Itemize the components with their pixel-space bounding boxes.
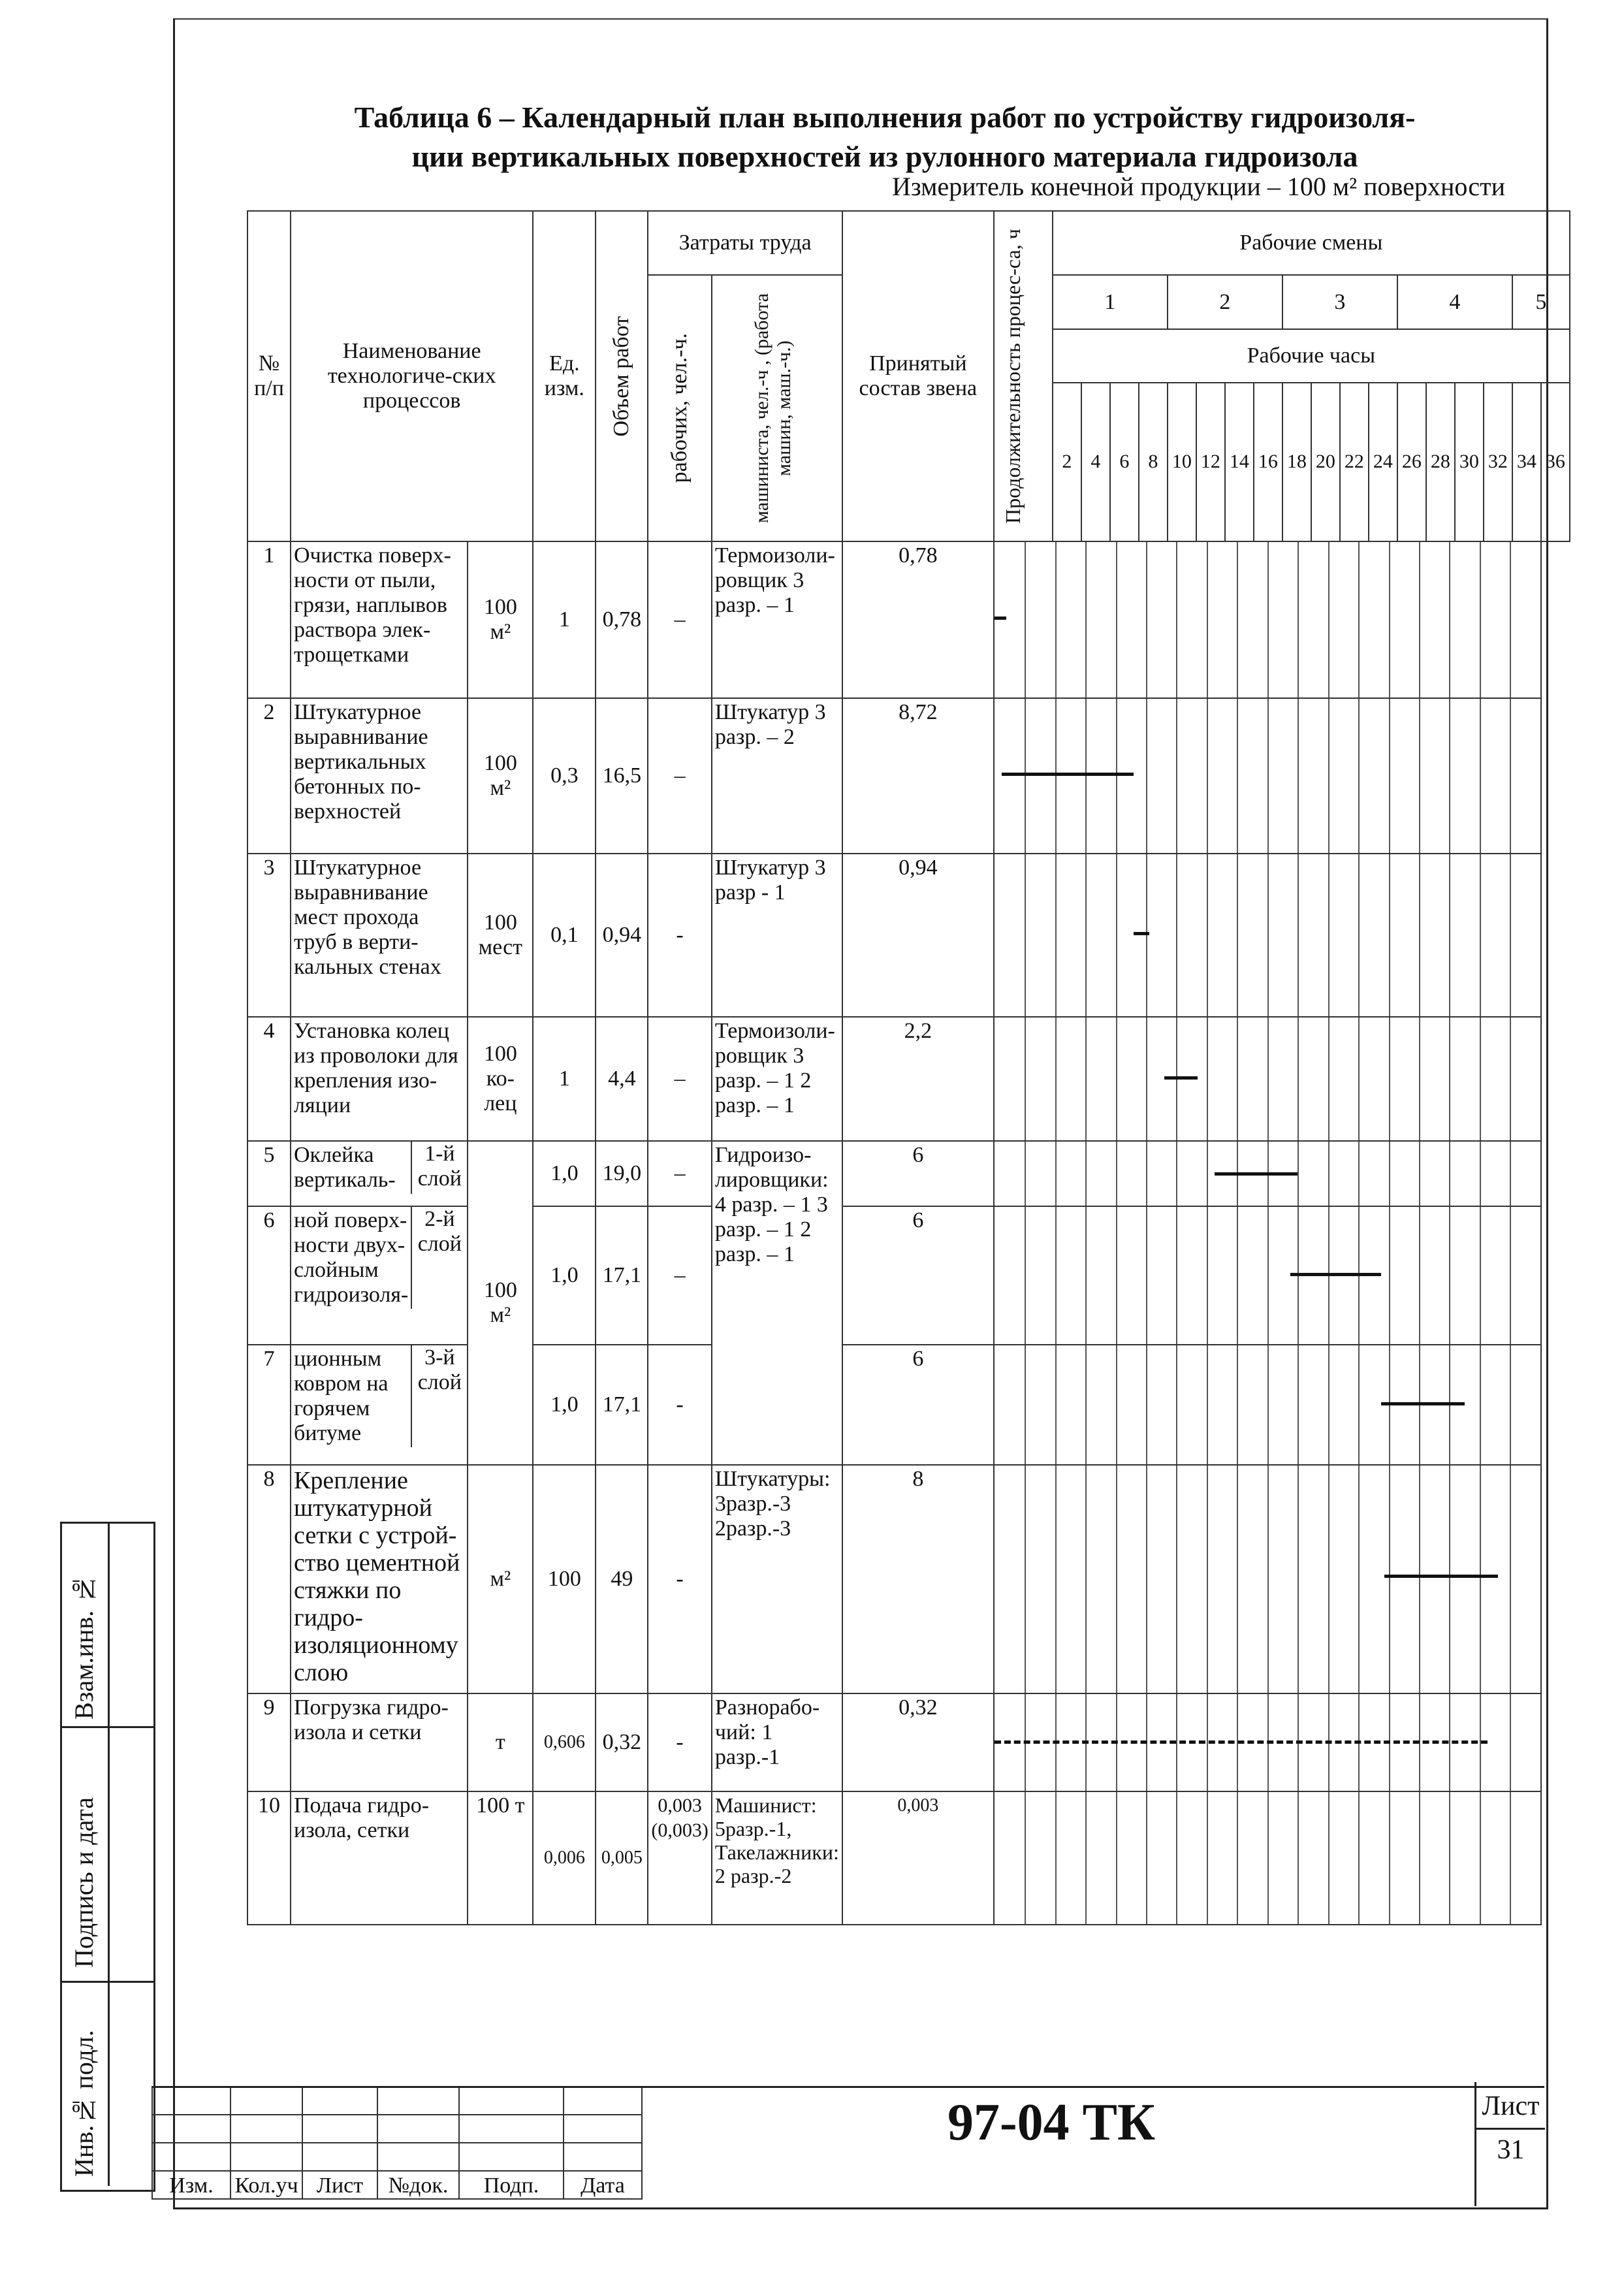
- row-crew: Штукатуры: 3разр.-3 2разр.-3: [712, 1465, 842, 1693]
- row-vol: 1: [533, 541, 596, 698]
- table-row: [247, 698, 1570, 854]
- hour-tick: 32: [1484, 383, 1512, 541]
- hour-tick: 8: [1139, 383, 1168, 541]
- gantt-cell: [994, 1345, 1541, 1465]
- row-vol: 1,0: [533, 1141, 596, 1206]
- row-name: Погрузка гидро-изола и сетки: [291, 1693, 468, 1791]
- row-work: 0,005: [596, 1791, 648, 1925]
- shift-5: 5: [1512, 275, 1570, 329]
- side-stamp: [60, 1522, 155, 2192]
- row-name: Крепление штукатурной сетки с устрой-ство цементной стяжки по гидро-изоляционному слою: [291, 1465, 468, 1693]
- hour-tick: 30: [1455, 383, 1484, 541]
- row-name-text: ной поверх-ности двух-слойным гидроизоля-: [294, 1208, 409, 1307]
- row-num: 2: [247, 698, 291, 854]
- tb-kolych: Кол.уч: [231, 2171, 302, 2199]
- table-row: [247, 1206, 1570, 1345]
- hour-tick: 12: [1196, 383, 1225, 541]
- shift-2: 2: [1168, 275, 1282, 329]
- row-crew: Штукатур 3 разр - 1: [712, 854, 842, 1017]
- hour-tick: 36: [1541, 383, 1570, 541]
- row-mach: –: [648, 1206, 711, 1345]
- row-work: 0,94: [596, 854, 648, 1017]
- row-num: 9: [247, 1693, 291, 1791]
- header-duration-text: Продолжительность процес-са, ч: [1000, 229, 1025, 524]
- row-unit: 100 ко-лец: [468, 1017, 533, 1141]
- row-mach: -: [648, 854, 711, 1017]
- row-mach: –: [648, 1141, 711, 1206]
- row-crew: Разнорабо-чий: 1 разр.-1: [712, 1693, 842, 1791]
- table-row: [247, 1141, 1570, 1206]
- row-vol: 0,1: [533, 854, 596, 1017]
- row-dur: 0,32: [842, 1693, 994, 1791]
- hour-tick: 24: [1369, 383, 1397, 541]
- hour-tick: 4: [1081, 383, 1110, 541]
- gantt-cell: [994, 1465, 1541, 1693]
- row-num: 4: [247, 1017, 291, 1141]
- table-row: [247, 854, 1570, 1017]
- row-work: 17,1: [596, 1206, 648, 1345]
- hour-tick: 16: [1254, 383, 1282, 541]
- table-row: [247, 1465, 1570, 1693]
- row-vol: 1: [533, 1017, 596, 1141]
- gantt-cell: [994, 541, 1541, 698]
- row-num: 7: [247, 1345, 291, 1465]
- hour-tick: 28: [1426, 383, 1455, 541]
- row-unit: 100 т: [468, 1791, 533, 1925]
- row-dur: 8,72: [842, 698, 994, 854]
- header-volume-text: Объем работ: [609, 315, 634, 437]
- gantt-cell: [994, 1791, 1541, 1925]
- gantt-cell: [994, 854, 1541, 1017]
- row-num: 8: [247, 1465, 291, 1693]
- row-num: 1: [247, 541, 291, 698]
- row-dur: 6: [842, 1141, 994, 1206]
- row-num: 10: [247, 1791, 291, 1925]
- row-vol: 0,006: [533, 1791, 596, 1925]
- row-unit: т: [468, 1693, 533, 1791]
- gantt-cell: [994, 1693, 1541, 1791]
- side-podpis: Подпись и дата: [69, 1797, 99, 1968]
- row-dur: 2,2: [842, 1017, 994, 1141]
- row-work: 49: [596, 1465, 648, 1693]
- row-mach: –: [648, 541, 711, 698]
- row-layer: 2-й слой: [411, 1207, 467, 1309]
- header-machinist-text: машиниста, чел.-ч , (работа машин, маш.-ч.): [750, 293, 795, 523]
- hour-tick: 2: [1053, 383, 1081, 541]
- row-name: Установка колец из проволоки для крепления изо-ляции: [291, 1017, 468, 1141]
- row-crew: Штукатур 3 разр. – 2: [712, 698, 842, 854]
- row-vol: 0,606: [533, 1693, 596, 1791]
- gantt-cell: [994, 1017, 1541, 1141]
- shift-4: 4: [1397, 275, 1512, 329]
- hour-tick: 18: [1282, 383, 1311, 541]
- title-line-2: ции вертикальных поверхностей из рулонного материала гидроизола: [411, 140, 1358, 173]
- row-name: [291, 1345, 468, 1465]
- schedule-bar: [1290, 1273, 1381, 1276]
- sheet-number: 31: [1497, 2135, 1525, 2165]
- group-unit: 100 м²: [468, 1141, 533, 1465]
- table-row: [247, 1791, 1570, 1925]
- header-volume: [596, 211, 648, 541]
- header-name: [291, 211, 533, 541]
- gantt-cell: [994, 1206, 1541, 1345]
- table-row: [247, 1345, 1570, 1465]
- schedule-bar: [1215, 1172, 1298, 1176]
- title-line-1: Таблица 6 – Календарный план выполнения работ по устройству гидроизоля-: [354, 101, 1416, 134]
- table-row: [247, 1693, 1570, 1791]
- row-unit: 100 м²: [468, 541, 533, 698]
- row-work: 0,78: [596, 541, 648, 698]
- row-work: 17,1: [596, 1345, 648, 1465]
- header-hours: Рабочие часы: [1053, 329, 1570, 383]
- side-vzam: Взам.инв. №: [69, 1574, 99, 1720]
- row-vol: 100: [533, 1465, 596, 1693]
- row-vol: 0,3: [533, 698, 596, 854]
- shift-3: 3: [1282, 275, 1397, 329]
- row-crew: Термоизоли-ровщик 3 разр. – 1 2 разр. – 1: [712, 1017, 842, 1141]
- schedule-bar: [995, 1740, 1488, 1744]
- header-name-text: Наименование технологиче-ских процессов: [327, 339, 496, 413]
- hour-tick: 22: [1340, 383, 1369, 541]
- row-layer: 1-й слой: [411, 1142, 467, 1194]
- hour-tick: 20: [1311, 383, 1340, 541]
- header-workers-text: рабочих, чел.-ч.: [667, 333, 692, 483]
- row-unit: 100 м²: [468, 698, 533, 854]
- row-mach: –: [648, 698, 711, 854]
- row-work: 16,5: [596, 698, 648, 854]
- row-mach: -: [648, 1693, 711, 1791]
- row-layer: 3-й слой: [411, 1345, 467, 1447]
- gantt-cell: [994, 698, 1541, 854]
- measure-unit: Измеритель конечной продукции – 100 м² поверхности: [892, 172, 1505, 201]
- header-labor: Затраты труда: [648, 211, 842, 275]
- row-crew: Машинист: 5разр.-1, Такелажники: 2 разр.-2: [712, 1791, 842, 1925]
- row-work: 19,0: [596, 1141, 648, 1206]
- hour-tick: 6: [1110, 383, 1139, 541]
- row-mach: –: [648, 1017, 711, 1141]
- row-name: Штукатурное выравнивание вертикальных бетонных по-верхностей: [291, 698, 468, 854]
- schedule-bar: [995, 617, 1006, 620]
- sheet-label: Лист: [1476, 2082, 1545, 2130]
- row-unit: 100 мест: [468, 854, 533, 1017]
- row-num: 3: [247, 854, 291, 1017]
- row-name: Подача гидро-изола, сетки: [291, 1791, 468, 1925]
- tb-data: Дата: [564, 2171, 642, 2199]
- header-machinist: [712, 275, 842, 541]
- row-name: [291, 1206, 468, 1345]
- row-dur: 6: [842, 1206, 994, 1345]
- document-code: 97-04 ТК: [947, 2094, 1155, 2151]
- row-dur: 8: [842, 1465, 994, 1693]
- sheet-box: [1474, 2082, 1545, 2206]
- row-work: 4,4: [596, 1017, 648, 1141]
- hour-tick: 14: [1225, 383, 1254, 541]
- row-work: 0,32: [596, 1693, 648, 1791]
- table-row: [247, 541, 1570, 698]
- tb-podp: Подп.: [459, 2171, 564, 2199]
- row-unit: м²: [468, 1465, 533, 1693]
- row-name: Штукатурное выравнивание мест прохода труб в верти-кальных стенах: [291, 854, 468, 1017]
- row-vol: 1,0: [533, 1345, 596, 1465]
- header-workers: [648, 275, 711, 541]
- side-inv: Инв.№ подл.: [69, 2030, 99, 2177]
- header-num: № п/п: [247, 211, 291, 541]
- hour-tick: 34: [1512, 383, 1541, 541]
- tb-list: Лист: [302, 2171, 377, 2199]
- header-duration: [994, 211, 1053, 541]
- schedule-table-wrap: [247, 210, 1570, 1925]
- title-block-grid: [151, 2086, 643, 2200]
- header-unit: Ед. изм.: [533, 211, 596, 541]
- schedule-bar: [1384, 1575, 1498, 1578]
- row-mach: -: [648, 1345, 711, 1465]
- row-name: [291, 1141, 468, 1206]
- group-crew: Гидроизо-лировщики: 4 разр. – 1 3 разр. – 1 2 разр. – 1: [712, 1141, 842, 1465]
- shift-1: 1: [1053, 275, 1168, 329]
- row-crew: Термоизоли-ровщик 3 разр. – 1: [712, 541, 842, 698]
- schedule-bar: [1002, 773, 1134, 776]
- hour-tick: 10: [1168, 383, 1196, 541]
- schedule-bar: [1134, 932, 1149, 935]
- row-num: 6: [247, 1206, 291, 1345]
- gantt-cell: [994, 1141, 1541, 1206]
- tb-izm: Изм.: [152, 2171, 231, 2199]
- schedule-bar: [1381, 1402, 1465, 1405]
- tb-ndok: №док.: [377, 2171, 459, 2199]
- row-num: 5: [247, 1141, 291, 1206]
- row-vol: 1,0: [533, 1206, 596, 1345]
- header-shifts: Рабочие смены: [1053, 211, 1570, 275]
- schedule-table: [247, 210, 1570, 1925]
- hour-tick: 26: [1397, 383, 1426, 541]
- row-dur: 0,78: [842, 541, 994, 698]
- row-mach: 0,003 (0,003): [648, 1791, 711, 1925]
- row-name: Очистка поверх-ности от пыли, грязи, наплывов раствора элек-трощетками: [291, 541, 468, 698]
- table-title: [248, 98, 1521, 176]
- row-dur: 6: [842, 1345, 994, 1465]
- row-mach: -: [648, 1465, 711, 1693]
- row-dur: 0,003: [842, 1791, 994, 1925]
- header-crew: Принятый состав звена: [842, 211, 994, 541]
- schedule-bar: [1164, 1076, 1198, 1080]
- row-name-text: Оклейка вертикаль-: [294, 1143, 396, 1192]
- row-dur: 0,94: [842, 854, 994, 1017]
- row-name-text: ционным ковром на горячем битуме: [294, 1347, 389, 1445]
- table-row: [247, 1017, 1570, 1141]
